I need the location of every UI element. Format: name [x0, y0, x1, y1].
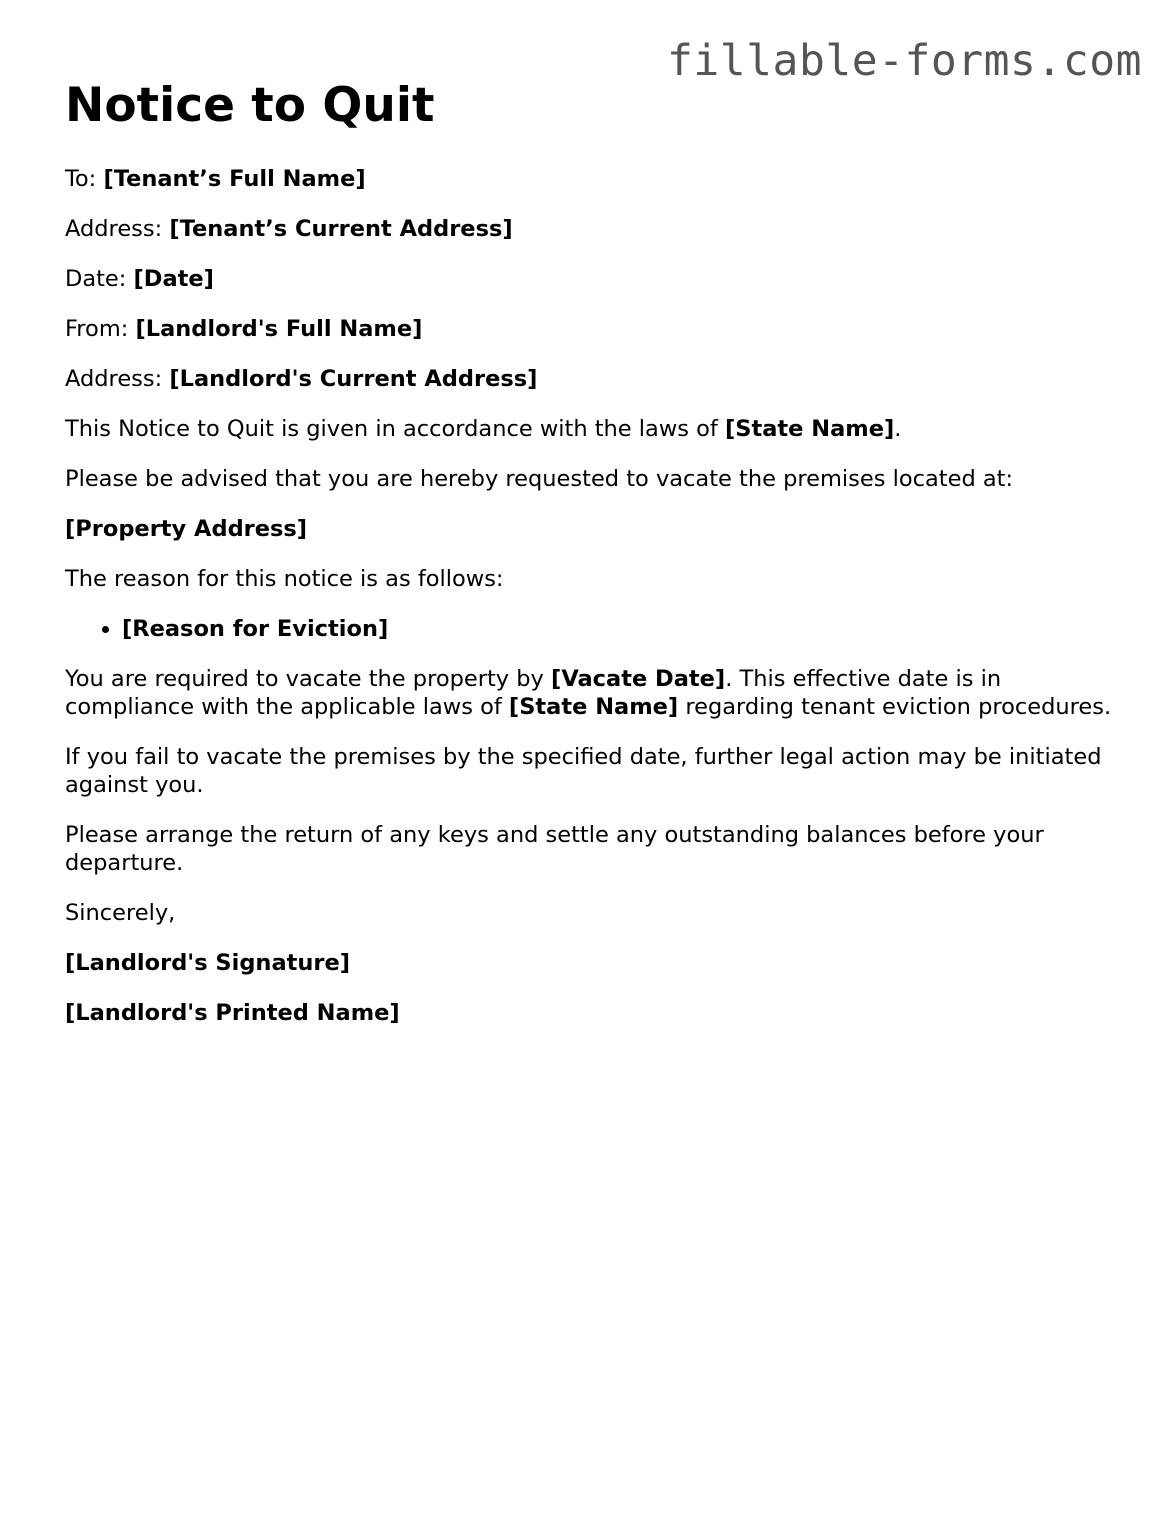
tenant-address-field	[65, 215, 1115, 243]
state-name-placeholder: [State Name]	[724, 416, 895, 443]
landlord-name-placeholder: [Landlord's Full Name]	[135, 316, 423, 343]
page-title: Notice to Quit	[65, 78, 435, 133]
list-item: • [Reason for Eviction]	[122, 615, 1115, 643]
landlord-address-label: Address:	[65, 366, 163, 393]
landlord-address-field	[65, 365, 1115, 393]
from-field	[65, 315, 1115, 343]
state-name-placeholder-2: [State Name]	[508, 694, 679, 721]
date-label: Date:	[65, 266, 127, 293]
tenant-address-placeholder: [Tenant’s Current Address]	[169, 216, 513, 243]
date-placeholder: [Date]	[133, 266, 214, 293]
laws-paragraph	[65, 415, 1115, 443]
vacate-text-mid: . This effective date is in compliance with the applicable laws of	[65, 666, 1002, 721]
vacate-paragraph	[65, 665, 1115, 721]
date-field	[65, 265, 1115, 293]
reason-intro: The reason for this notice is as follows:	[65, 566, 504, 593]
signature-text: [Landlord's Signature]	[65, 950, 351, 977]
landlord-address-placeholder: [Landlord's Current Address]	[169, 366, 538, 393]
printed-name-placeholder	[65, 999, 1115, 1027]
closing-text: Sincerely,	[65, 900, 176, 927]
advised-paragraph: Please be advised that you are hereby requested to vacate the premises located at:	[65, 466, 1014, 493]
keys-paragraph: Please arrange the return of any keys and settle any outstanding balances before your departure.	[65, 822, 1044, 877]
laws-text-end: .	[894, 416, 902, 443]
tenant-name-placeholder: [Tenant’s Full Name]	[103, 166, 366, 193]
to-field	[65, 165, 1115, 193]
property-address-text: [Property Address]	[65, 516, 308, 543]
to-label: To:	[65, 166, 97, 193]
from-label: From:	[65, 316, 129, 343]
signature-placeholder	[65, 949, 1115, 977]
watermark: fillable-forms.com	[667, 36, 1142, 86]
notice-document	[65, 78, 1115, 1049]
vacate-date-placeholder: [Vacate Date]	[551, 666, 726, 693]
reason-list	[65, 615, 1115, 643]
tenant-address-label: Address:	[65, 216, 163, 243]
property-address-placeholder	[65, 515, 1115, 543]
vacate-text-end: regarding tenant eviction procedures.	[685, 694, 1112, 721]
fail-paragraph: If you fail to vacate the premises by the specified date, further legal action may be initiated against you.	[65, 744, 1102, 799]
printed-name-text: [Landlord's Printed Name]	[65, 1000, 400, 1027]
laws-text: This Notice to Quit is given in accordance with the laws of	[65, 416, 718, 443]
vacate-text: You are required to vacate the property by	[65, 666, 544, 693]
